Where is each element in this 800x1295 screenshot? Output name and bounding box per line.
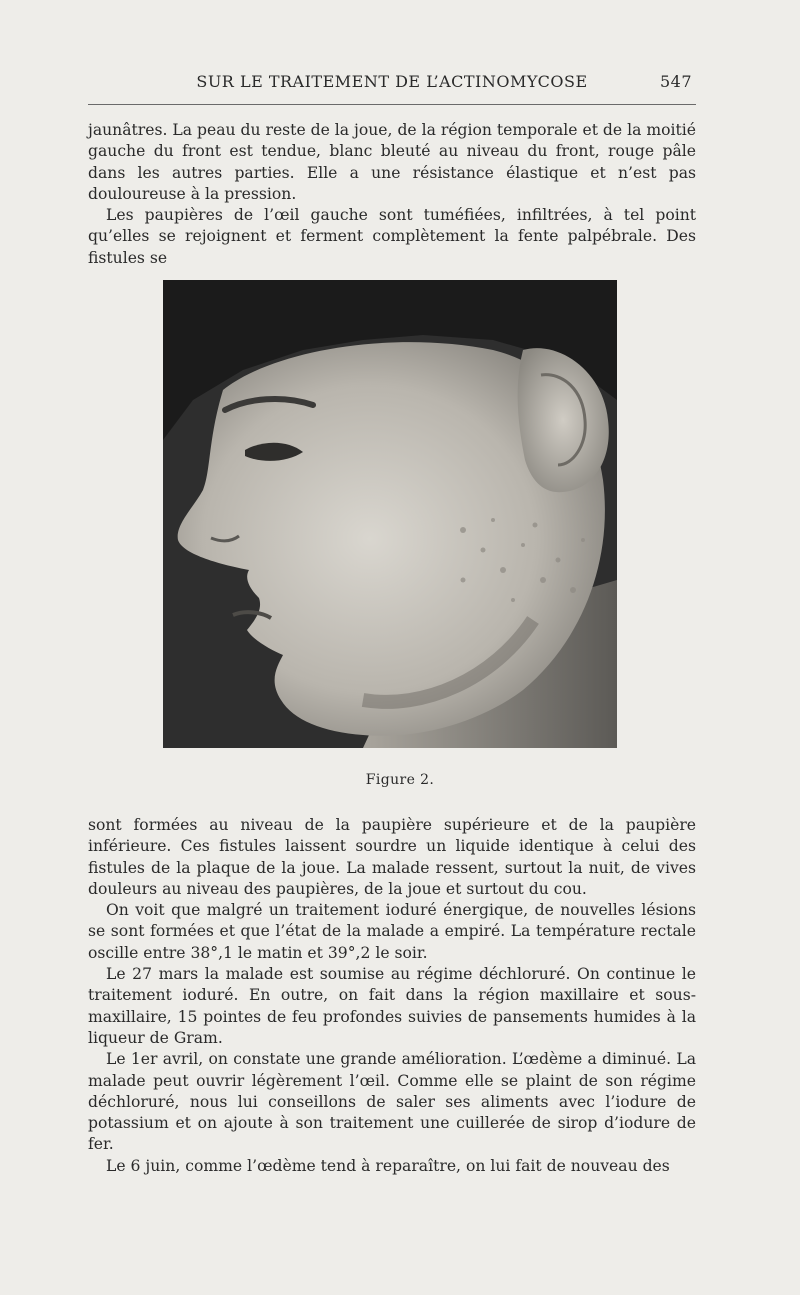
paragraph: Le 6 juin, comme l’œdème tend à reparaître, on lui fait de nouveau des (106, 1156, 670, 1175)
running-title: SUR LE TRAITEMENT DE L’ACTINOMYCOSE (196, 72, 588, 91)
text-block-bottom (88, 815, 696, 1177)
figure-caption: Figure 2. (365, 772, 435, 788)
paragraph: Les paupières de l’œil gauche sont tuméfiées, infiltrées, à tel point qu’elles se rejoignent et ferment complètement la fente palpébrale. Des fistules se (88, 206, 696, 267)
paragraph: On voit que malgré un traitement ioduré énergique, de nouvelles lésions se sont formées et que l’état de la malade a empiré. La température rectale oscille entre 38°,1 le matin et 39°,2 le soir. (88, 901, 696, 962)
profile-photo-illustration (163, 280, 617, 748)
paragraph: Le 1er avril, on constate une grande amélioration. L’œdème a diminué. La malade peut ouvrir légèrement l’œil. Comme elle se plaint de son régime déchloruré, nous lui conseillons de saler ses aliments avec l’iodure de potassium et on ajoute à son traitement une cuillerée de sirop d’iodure de fer. (88, 1050, 696, 1154)
running-header (88, 72, 696, 94)
header-rule (88, 104, 696, 105)
page-number: 547 (659, 72, 692, 91)
paragraph: jaunâtres. La peau du reste de la joue, de la région temporale et de la moitié gauche du front est tendue, blanc bleuté au niveau du front, rouge pâle dans les autres parties. Elle a une résistance élastique et n’est pas douloureuse à la pression. (88, 121, 696, 203)
text-block-top (88, 120, 696, 269)
paragraph: Le 27 mars la malade est soumise au régime déchloruré. On continue le traitement ioduré. En outre, on fait dans la région maxillaire et sous-maxillaire, 15 pointes de feu profondes suivies de pansements humides à la liqueur de Gram. (88, 965, 696, 1047)
paragraph: sont formées au niveau de la paupière supérieure et de la paupière inférieure. Ces fistules laissent sourdre un liquide identique à celui des fistules de la plaque de la joue. La malade ressent, surtout la nuit, de vives douleurs au niveau des paupières, de la joue et surtout du cou. (88, 816, 696, 898)
patient-photograph (163, 280, 617, 748)
